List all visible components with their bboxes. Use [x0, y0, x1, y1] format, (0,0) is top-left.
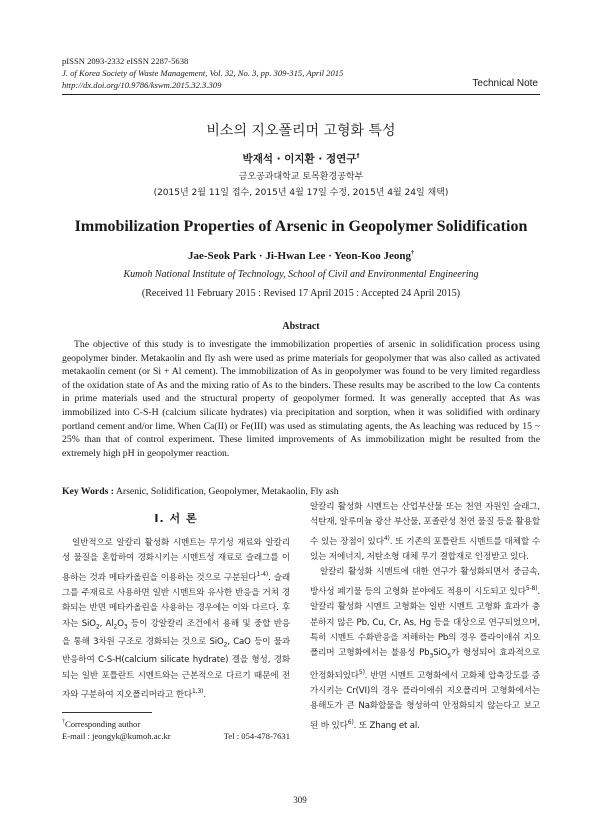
doi-link[interactable]: http://dx.doi.org/10.9786/kswm.2015.32.3.309 [62, 80, 222, 90]
korean-institution: 금오공과대학교 토목환경공학부 [238, 172, 364, 182]
korean-author-names: 박재석 · 이지환 · 정연구 [242, 153, 357, 165]
keywords-list: Arsenic, Solidification, Geopolymer, Metakaolin, Fly ash [115, 486, 339, 497]
body-column-right [310, 500, 540, 734]
body-column-left [62, 500, 290, 703]
korean-corresponding-mark: † [356, 152, 360, 160]
body-text-right [310, 500, 540, 734]
paragraph: 알칼리 활성화 시멘트에 대한 연구가 활성화되면서 중금속, 방사성 폐기물 등의 고형화 분야에도 적용이 시도되고 있다$^{5-8)}$. 알칼리 활성화 시멘트 고형화는 일반 시멘트 고형화 효과가 충분하지 않은 Pb, Cu, Cr, As, Hg 등을 대상으로 연구되었으며, 특히 시멘트 수화반응을 저해하는 Pb의 경우 플라이애쉬 지오폴리머 고형화에서는 불용성 $Pb_3SiO_5$가 형성되어 효과적으로 안정화되었다$^{5)}$. 반면 시멘트 고형화에서 고화체 압축강도를 증가시키는 Cr(VI)의 경우 플라이애쉬 지오폴리머 고형화에서는 용해도가 큰 Na화합물을 형성하여 안정화되지 않는다고 보고된 바 있다$^{6)}$. 또 Zhang et al. [310, 567, 540, 731]
korean-title: 비소의 지오폴리머 고형화 특성 [206, 123, 396, 139]
issn-line: pISSN 2093-2332 eISSN 2287-5638 [62, 56, 189, 66]
english-corresponding-mark: † [410, 250, 414, 257]
keywords [62, 486, 540, 497]
journal-header [62, 55, 542, 91]
contact-line [62, 730, 290, 742]
journal-citation: J. of Korea Society of Waste Management, Vol. 32, No. 3, pp. 309-315, April 2015 [62, 68, 344, 78]
korean-authors [62, 151, 540, 166]
citation-ref: 4) [383, 534, 390, 542]
citation-ref: 1-4) [256, 570, 269, 578]
citation-ref: 6) [347, 718, 354, 726]
citation-ref: 1,3) [192, 687, 204, 695]
english-dates: (Received 11 February 2015 : Revised 17 April 2015 : Accepted 24 April 2015) [141, 288, 461, 299]
citation-ref: 5-8) [525, 584, 538, 592]
english-author-names: Jae-Seok Park · Ji-Hwan Lee · Yeon-Koo Jeong [188, 250, 411, 262]
article-type-label: Technical Note [472, 78, 538, 89]
english-authors [62, 250, 540, 262]
english-institution: Kumoh National Institute of Technology, School of Civil and Environmental Engineering [123, 269, 479, 280]
citation-ref: 5) [358, 668, 365, 676]
footnote [62, 716, 290, 742]
abstract-text: The objective of this study is to investigate the immobilization properties of arsenic in solidification process using geopolymer binder. Metakaolin and fly ash were used as prime materials for geopolymer that was also called as activated metakaolin cement (or Si + Al cement). The immobilization of As in geopolymer was found to be very limited regardless of the oxidation state of As and the mixing ratio of As to the binders. These results may be ascribed to the low Ca contents in prime materials used and the structural property of geopolymer formed. It was generally accepted that As was immobilized into C-S-H (calcium silicate hydrates) via precipitation and sorption, when it was solidified with ordinary portland cement and/or lime. When Ca(II) or Fe(III) was used as stimulating agents, the As leaching was reduced by 15 ~ 25% than that of control experiment. These limited improvements of As immobilization might be resulted from the extremely high pH in geopolymer reaction. [62, 339, 540, 459]
paragraph: 알칼리 활성화 시멘트는 산업부산물 또는 천연 자원인 슬래그, 석탄재, 알루미늄 광산 부산물, 포졸란성 천연 물질 등을 활용할 수 있는 장점이 있다$^{4)}$. 또 기존의 포틀란트 시멘트를 대체할 수 있는 저에너지, 저탄소형 대체 무기 결합재로 인정받고 있다. [310, 502, 540, 563]
page-number: 309 [293, 795, 307, 805]
footnote-rule [62, 712, 152, 713]
header-rule [62, 94, 540, 95]
korean-dates: (2015년 2월 11일 접수, 2015년 4월 17일 수정, 2015년 4월 24일 채택) [153, 188, 449, 198]
english-title: Immobilization Properties of Arsenic in Geopolymer Solidification [74, 218, 528, 235]
body-text-left [62, 536, 290, 703]
section-heading-introduction: I. 서 론 [154, 512, 198, 525]
abstract-heading: Abstract [282, 321, 320, 332]
corresponding-author-line: †Corresponding author [62, 718, 141, 729]
paragraph: 일반적으로 알칼리 활성화 시멘트는 무기성 재료와 알칼리성 물질을 혼합하여 경화시키는 시멘트성 재료로 슬래그를 이용하는 것과 메타카올린을 이용하는 것으로 구분된다$^{1-4)}$. 슬래그를 주재료로 사용하면 일반 시멘트와 유사한 반응을 거쳐 경화되는 반면 메타카올린을 사용하는 경우에는 이와 다르다. 후자는 SiO$_2$, $Al_2O_3$ 등이 강알칼리 조건에서 용해 및 중합 반응을 통해 3차원 구조로 경화되는 것으로 SiO$_2$, CaO 등이 물과 반응하여 C-S-H(calcium silicate hydrate) 겔을 형성, 경화되는 일반 포틀란트 시멘트와는 근본적으로 다르기 때문에 전자와 구분하여 지오폴리머라고 한다$^{1,3)}$. [62, 538, 291, 700]
keywords-label: Key Words : [62, 486, 115, 497]
author-phone: Tel : 054-478-7631 [223, 730, 290, 741]
author-email[interactable]: E-mail : jeongyk@kumoh.ac.kr [62, 730, 171, 741]
